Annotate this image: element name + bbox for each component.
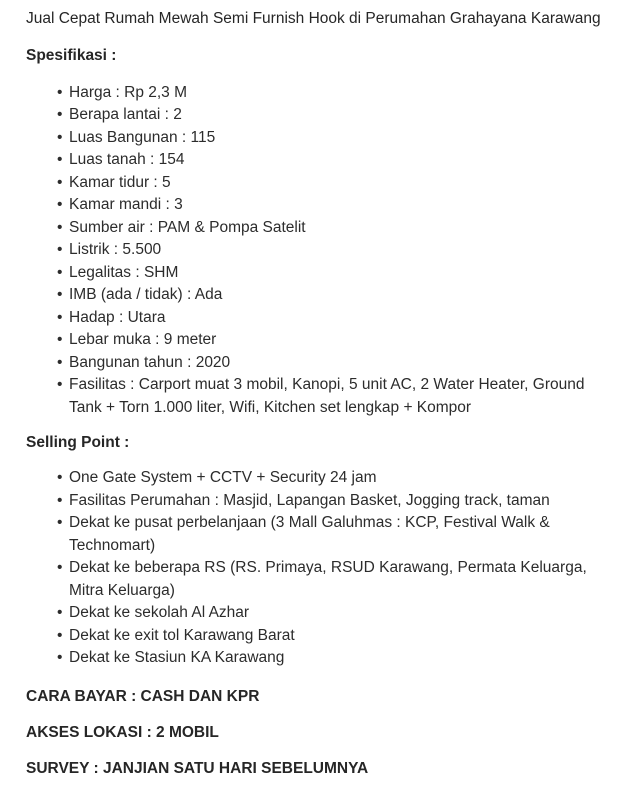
bullet-icon: • [57,151,63,168]
bullet-icon: • [57,514,63,531]
list-item-text: Dekat ke Stasiun KA Karawang [69,649,285,666]
bullet-icon: • [57,106,63,123]
bullet-icon: • [57,376,63,393]
bullet-icon: • [57,604,63,621]
list-item-text: Listrik : 5.500 [69,241,162,258]
bullet-icon: • [57,196,63,213]
bullet-icon: • [57,469,63,486]
listing-title: Jual Cepat Rumah Mewah Semi Furnish Hook di Perumahan Grahayana Karawang [26,10,601,27]
list-item-text: Luas Bangunan : 115 [69,128,216,146]
list-item [57,625,617,648]
list-item-text: Fasilitas Perumahan : Masjid, Lapangan Basket, Jogging track, taman [69,491,550,509]
list-item [57,557,617,602]
list-item [57,172,617,195]
list-item [57,82,617,105]
list-item [57,352,617,375]
list-item-text: Dekat ke beberapa RS (RS. Primaya, RSUD Karawang, Permata Keluarga, Mitra Keluarga) [69,559,587,599]
list-item-text: Bangunan tahun : 2020 [69,353,231,371]
selling-point-heading: Selling Point : [26,434,130,451]
list-item [57,217,617,240]
list-item [57,602,617,625]
cara-bayar-line: CARA BAYAR : CASH DAN KPR [26,687,260,705]
list-item-text: Dekat ke sekolah Al Azhar [69,604,250,621]
list-item-text: IMB (ada / tidak) : Ada [69,286,223,303]
bullet-icon: • [57,559,63,576]
list-item-text: Sumber air : PAM & Pompa Satelit [69,218,306,236]
bullet-icon: • [57,83,63,101]
list-item [57,239,617,262]
bullet-icon: • [57,649,63,666]
selling-point-list [26,467,617,670]
bullet-icon: • [57,286,63,303]
list-item [57,512,617,557]
list-item [57,647,617,670]
list-item [57,104,617,127]
list-item-text: Lebar muka : 9 meter [69,331,217,348]
bullet-icon: • [57,173,63,191]
list-item-text: Dekat ke exit tol Karawang Barat [69,626,295,644]
bullet-icon: • [57,308,63,326]
bullet-icon: • [57,128,63,146]
list-item [57,149,617,172]
survey-line: SURVEY : JANJIAN SATU HARI SEBELUMNYA [26,759,369,777]
bullet-icon: • [57,263,63,281]
list-item [57,194,617,217]
bullet-icon: • [57,218,63,236]
list-item [57,329,617,352]
spesifikasi-heading: Spesifikasi : [26,46,117,64]
list-item [57,127,617,150]
list-item [57,307,617,330]
bullet-icon: • [57,241,63,258]
list-item-text: Luas tanah : 154 [69,151,185,168]
spesifikasi-list [26,82,617,420]
akses-lokasi-line: AKSES LOKASI : 2 MOBIL [26,723,219,741]
list-item-text: Kamar mandi : 3 [69,196,183,213]
list-item-text: One Gate System + CCTV + Security 24 jam [69,469,377,486]
list-item-text: Fasilitas : Carport muat 3 mobil, Kanopi, 5 unit AC, 2 Water Heater, Ground Tank + Torn 1.000 liter, Wifi, Kitchen set lengkap + Kompor [69,376,585,416]
list-item-text: Kamar tidur : 5 [69,173,171,191]
bullet-icon: • [57,331,63,348]
list-item [57,467,617,490]
list-item [57,284,617,307]
bullet-icon: • [57,626,63,644]
bullet-icon: • [57,353,63,371]
list-item-text: Hadap : Utara [69,308,166,326]
list-item-text: Harga : Rp 2,3 M [69,83,188,101]
list-item-text: Berapa lantai : 2 [69,106,182,123]
list-item [57,490,617,513]
list-item-text: Legalitas : SHM [69,263,179,281]
list-item-text: Dekat ke pusat perbelanjaan (3 Mall Galuhmas : KCP, Festival Walk & Technomart) [69,514,550,554]
list-item [57,262,617,285]
list-item [57,374,617,419]
bullet-icon: • [57,491,63,509]
